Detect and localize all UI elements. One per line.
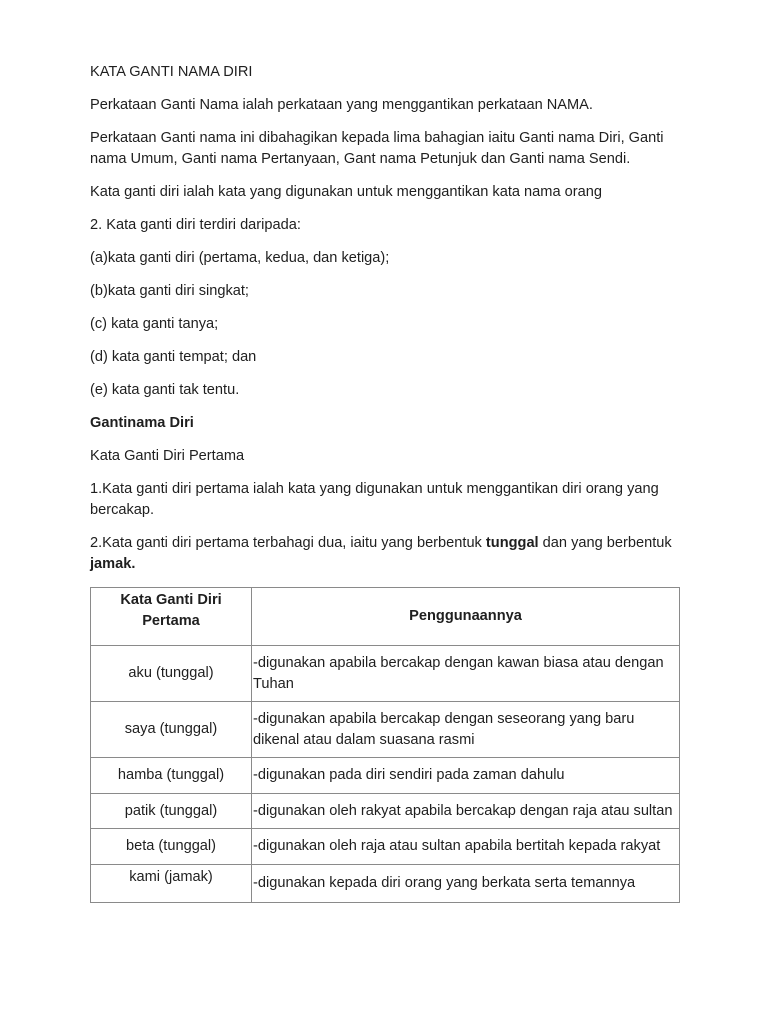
section-heading: Gantinama Diri xyxy=(90,415,194,431)
point-two-text: 2.Kata ganti diri pertama terbahagi dua, iaitu yang berbentuk xyxy=(90,535,486,551)
document-title: KATA GANTI NAMA DIRI xyxy=(90,64,253,80)
consists-of-paragraph: 2. Kata ganti diri terdiri daripada: xyxy=(90,217,301,233)
pronoun-cell: hamba (tunggal) xyxy=(91,758,252,794)
usage-cell: -digunakan kepada diri orang yang berkata serta temannya xyxy=(252,865,680,903)
table-row xyxy=(91,702,680,758)
usage-cell: -digunakan apabila bercakap dengan kawan biasa atau dengan Tuhan xyxy=(252,646,680,702)
list-item: (c) kata ganti tanya; xyxy=(90,316,219,332)
usage-cell: -digunakan oleh raja atau sultan apabila bertitah kepada rakyat xyxy=(252,829,680,865)
term-tunggal: tunggal xyxy=(485,535,539,551)
definition-paragraph: Perkataan Ganti Nama ialah perkataan yang menggantikan perkataan NAMA. xyxy=(90,97,593,113)
table-row xyxy=(91,865,680,903)
list-item: (b)kata ganti diri singkat; xyxy=(90,283,249,299)
pronoun-cell: kami (jamak) xyxy=(91,865,252,903)
table-row xyxy=(91,829,680,865)
table-header-row xyxy=(91,588,680,646)
table-row xyxy=(91,646,680,702)
kata-ganti-diri-definition: Kata ganti diri ialah kata yang digunakan untuk menggantikan kata nama orang xyxy=(90,184,602,200)
list-item: (d) kata ganti tempat; dan xyxy=(90,349,257,365)
usage-cell: -digunakan pada diri sendiri pada zaman dahulu xyxy=(252,758,680,794)
point-one-paragraph: 1.Kata ganti diri pertama ialah kata yang digunakan untuk menggantikan diri orang yang bercakap. xyxy=(90,481,659,518)
usage-cell: -digunakan apabila bercakap dengan seseorang yang baru dikenal atau dalam suasana rasmi xyxy=(252,702,680,758)
point-two-paragraph xyxy=(90,533,690,575)
table-row xyxy=(91,794,680,829)
subsection-heading: Kata Ganti Diri Pertama xyxy=(90,448,245,464)
header-pronoun: Kata Ganti Diri Pertama xyxy=(91,588,252,646)
pronoun-cell: saya (tunggal) xyxy=(91,702,252,758)
term-jamak: jamak. xyxy=(90,556,136,572)
pronoun-table xyxy=(90,587,680,903)
pronoun-cell: aku (tunggal) xyxy=(91,646,252,702)
usage-cell: -digunakan oleh rakyat apabila bercakap dengan raja atau sultan xyxy=(252,794,680,829)
document-page xyxy=(90,62,690,903)
pronoun-cell: beta (tunggal) xyxy=(91,829,252,865)
list-item: (e) kata ganti tak tentu. xyxy=(90,382,240,398)
point-two-text: dan yang berbentuk xyxy=(538,535,672,551)
list-item: (a)kata ganti diri (pertama, kedua, dan ketiga); xyxy=(90,250,390,266)
header-usage: Penggunaannya xyxy=(252,588,680,646)
types-paragraph: Perkataan Ganti nama ini dibahagikan kepada lima bahagian iaitu Ganti nama Diri, Ganti nama Umum, Ganti nama Pertanyaan, Gant nama Petunjuk dan Ganti nama Sendi. xyxy=(90,130,664,167)
pronoun-cell: patik (tunggal) xyxy=(91,794,252,829)
table-row xyxy=(91,758,680,794)
